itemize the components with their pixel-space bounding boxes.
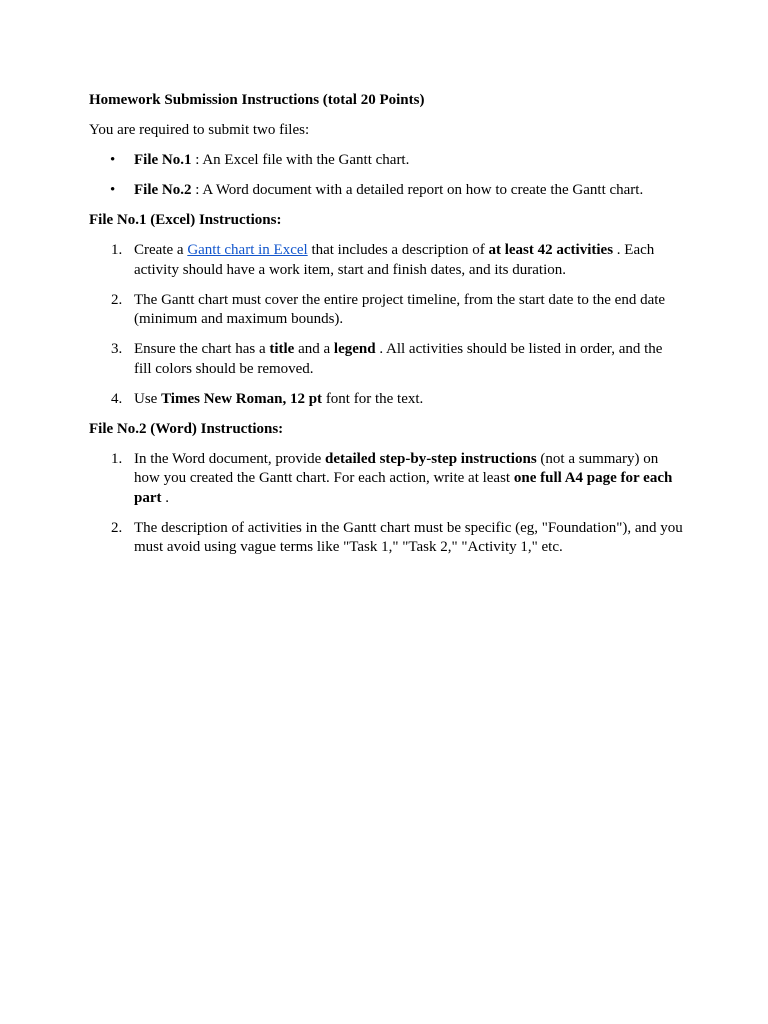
list-item	[89, 450, 683, 509]
item-text: Ensure the chart has a	[134, 341, 270, 357]
list-item	[89, 340, 683, 379]
bullet-icon: •	[110, 182, 116, 198]
item-text: (not a summary) on how you created the Gantt chart. For each action, write at least	[134, 450, 659, 486]
excel-instructions-heading: File No.1 (Excel) Instructions:	[89, 212, 282, 228]
item-emphasis: detailed step-by-step instructions	[324, 450, 537, 467]
item-text: font for the text.	[322, 390, 424, 407]
document-title: Homework Submission Instructions (total 20 Points)	[89, 92, 425, 108]
file-description: : A Word document with a detailed report on how to create the Gantt chart.	[191, 182, 644, 198]
item-text: . Each activity should have a work item, start and finish dates, and its duration.	[134, 242, 655, 278]
item-emphasis: one full A4 page for each part	[134, 470, 673, 506]
file-label: File No.1	[134, 152, 192, 168]
item-number: 2.	[111, 291, 123, 308]
gantt-chart-link[interactable]: Gantt chart in Excel	[187, 242, 308, 258]
bullet-icon: •	[110, 152, 116, 168]
word-instructions-list	[89, 450, 683, 558]
item-text: Use	[134, 390, 162, 407]
list-item	[89, 151, 683, 171]
excel-instructions-list	[89, 241, 683, 409]
item-emphasis: Times New Roman, 12 pt	[161, 390, 323, 407]
list-item	[89, 181, 683, 201]
item-text: .	[161, 489, 169, 506]
intro-text: You are required to submit two files:	[89, 122, 310, 138]
file-list	[89, 151, 683, 201]
list-item	[89, 291, 683, 330]
item-text: The Gantt chart must cover the entire project timeline, from the start date to the end date (minimum and maximum bounds).	[134, 291, 666, 327]
item-text: The description of activities in the Gantt chart must be specific (eg, "Foundation"), and you must avoid using vague terms like "Task 1," "Task 2," "Activity 1," etc.	[134, 519, 683, 555]
item-number: 3.	[111, 341, 123, 357]
item-emphasis: title	[269, 341, 295, 357]
item-text: In the Word document, provide	[134, 450, 325, 467]
item-number: 1.	[111, 242, 123, 258]
item-text: . All activities should be listed in order, and the fill colors should be removed.	[134, 341, 663, 377]
item-number: 1.	[111, 450, 123, 467]
item-emphasis: at least 42 activities	[488, 242, 614, 258]
item-text: Create a	[134, 242, 188, 258]
file-description: : An Excel file with the Gantt chart.	[191, 152, 410, 168]
list-item	[89, 241, 683, 280]
item-text: that includes a description of	[307, 242, 489, 258]
item-text: and a	[294, 341, 334, 357]
item-number: 2.	[111, 519, 123, 536]
item-emphasis: legend	[333, 341, 376, 357]
list-item	[89, 519, 683, 558]
file-label: File No.2	[134, 182, 192, 198]
document-page	[89, 91, 683, 568]
item-number: 4.	[111, 390, 123, 407]
list-item	[89, 390, 683, 410]
word-instructions-heading: File No.2 (Word) Instructions:	[89, 420, 284, 437]
